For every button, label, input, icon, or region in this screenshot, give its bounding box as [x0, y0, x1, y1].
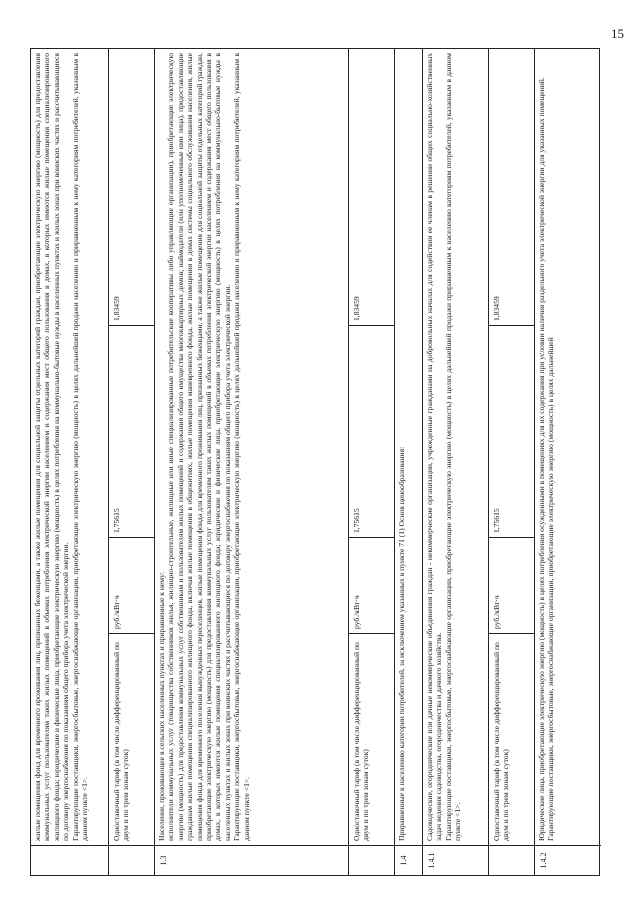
table-row: [31, 49, 109, 875]
tariff-name: Одноставочный тариф (в том числе дифференцированный по двум и по трем зонам суток): [489, 633, 534, 845]
row-number: [489, 845, 534, 875]
row-number: 1.4.2: [535, 845, 601, 875]
row-number: 1.4.1: [423, 845, 488, 875]
row-text: Юридические лица, приобретающие электрическую энергию (мощность) в целях потребления осужденными в помещениях для их содержания при условии наличия раздельного учета электрической энергии для указанных помещений.: [537, 77, 546, 841]
row-description: [31, 49, 108, 845]
tariff-unit: руб./кВт·ч: [109, 537, 154, 633]
tariff-name: Одноставочный тариф (в том числе дифференцированный по двум и по трем зонам суток): [109, 633, 154, 845]
table-row: [535, 49, 601, 875]
tariff-row: [109, 49, 155, 875]
row-number: [109, 845, 154, 875]
row-description: [423, 49, 488, 845]
tariff-value-second-half: 1,83459: [492, 296, 501, 321]
tariff-value-first-half: 1,75615: [489, 325, 534, 537]
row-description: [395, 49, 422, 845]
tariff-table: [30, 48, 600, 876]
table-row: [395, 49, 423, 875]
row-text: исполнители коммунальных услуг (товарищества собственников жилья, жилищно-строительные, жилищные или иные специализированные потребительские кооперативы либо управляющие организации), приобретающие электрическую энергию (мощность) для предоставления коммунальных услуг собственникам и пользователям жилых помещений и содержания общего имущества многоквартирных домов; наймодатели (или уполномоченные ими лица), предоставляющие гражданам жилые помещения специализированного жилищного фонда, включая жилые помещения в общежитиях, жилые помещения маневренного фонда, жилые помещения в домах системы социального обслуживания населения, жилые помещения фонда для временного поселения вынужденных переселенцев, жилые помещения фонда для временного проживания лиц, признанных беженцами, а также жилые помещения для социальной защиты отдельных категорий граждан, приобретающие электрическую энергию (мощность) для предоставления коммунальных услуг пользователям таких жилых помещений в объемах потребления электрической энергии населением и содержания мест общего пользования в домах, в которых имеются жилые помещения специализированного жилищного фонда; юридические и физические лица, приобретающие электрическую энергию (мощность) в целях потребления на коммунально-бытовые нужды в населенных пунктах и жилых зонах при воинских частях и рассчитывающиеся по договору энергоснабжения по показаниям общего прибора учета электрической энергии.: [166, 53, 232, 841]
row-number: [349, 845, 394, 875]
tariff-value-second-half: 1,83459: [352, 296, 361, 321]
row-text-suppliers: Гарантирующие поставщики, энергосбытовые, энергоснабжающие организации, приобретающие электрическую энергию (мощность) в целях дальнейшей продажи населению и приравненным к нему категориям потребителей, указанным в данном пункте <1>.: [232, 53, 251, 841]
row-number: [31, 845, 108, 875]
tariff-row: [349, 49, 395, 875]
row-text: Садоводческие, огороднические или дачные некоммерческие объединения граждан - некоммерческие организации, учрежденные гражданами на добровольных началах для содействия ее членам в решении общих социально-хозяйственных задач ведения садоводства, огородничества и дачного хозяйства.: [425, 53, 444, 841]
row-description: [535, 49, 601, 845]
tariff-unit: руб./кВт·ч: [489, 537, 534, 633]
row-text-suppliers: Гарантирующие поставщики, энергосбытовые, энергоснабжающие организации, приобретающие электрическую энергию (мощность) в целях дальнейшей продажи приравненным к населению категориям потребителей, указанным в данном пункте <1>.: [443, 53, 463, 841]
row-text-suppliers: Гарантирующие поставщики, энергосбытовые, энергоснабжающие организации, приобретающие электрическую энергию (мощность) в целях дальнейшей продажи населению и приравненным к нему категориям потребителей, указанным в данном пункте <1>.: [70, 53, 90, 841]
row-number: 1.4: [395, 845, 422, 875]
row-text: Приравненные к населению категории потребителей, за исключением указанных в пункте 71 (1) Основ ценообразования:: [397, 446, 406, 841]
row-description: [155, 49, 348, 845]
tariff-value-second-half: 1,83459: [112, 296, 121, 321]
table-row: [155, 49, 349, 875]
row-number: 1.3: [155, 845, 348, 875]
tariff-value-first-half: 1,75615: [349, 325, 394, 537]
rotated-table-wrapper: [30, 48, 600, 876]
row-heading: Население, проживающее в сельских населенных пунктах и приравненные к нему:: [157, 572, 166, 841]
tariff-unit: руб./кВт·ч: [349, 537, 394, 633]
tariff-value-first-half: 1,75615: [109, 325, 154, 537]
tariff-row: [489, 49, 535, 875]
page-number: 15: [611, 26, 624, 41]
tariff-name: Одноставочный тариф (в том числе дифференцированный по двум и по трем зонам суток): [349, 633, 394, 845]
table-row: [423, 49, 489, 875]
row-text: жилые помещения фонд для временного проживания лиц, признанных беженцами, а также жилые помещения для социальной защиты отдельных категорий граждан, приобретающие электрическую энергию (мощность) для предоставления коммунальных услуг пользователям таких жилых помещений в объемах потребления электрической энергии населением и содержания мест общего пользования в домах, в которых имеются жилые помещения специализированного жилищного фонда; юридические и физические лица, приобретающие электрическую энергию (мощность) в целях потребления на коммунально-бытовые нужды в населенных пунктах и жилых зонах при воинских частях и рассчитывающиеся по договору энергоснабжения по показаниям общего прибора учета электрической энергии.: [33, 53, 71, 841]
row-text-suppliers: Гарантирующие поставщики, энергосбытовые, энергоснабжающие организации, приобретающие электрическую энергию (мощность) в целях дальнейшей: [546, 337, 556, 841]
